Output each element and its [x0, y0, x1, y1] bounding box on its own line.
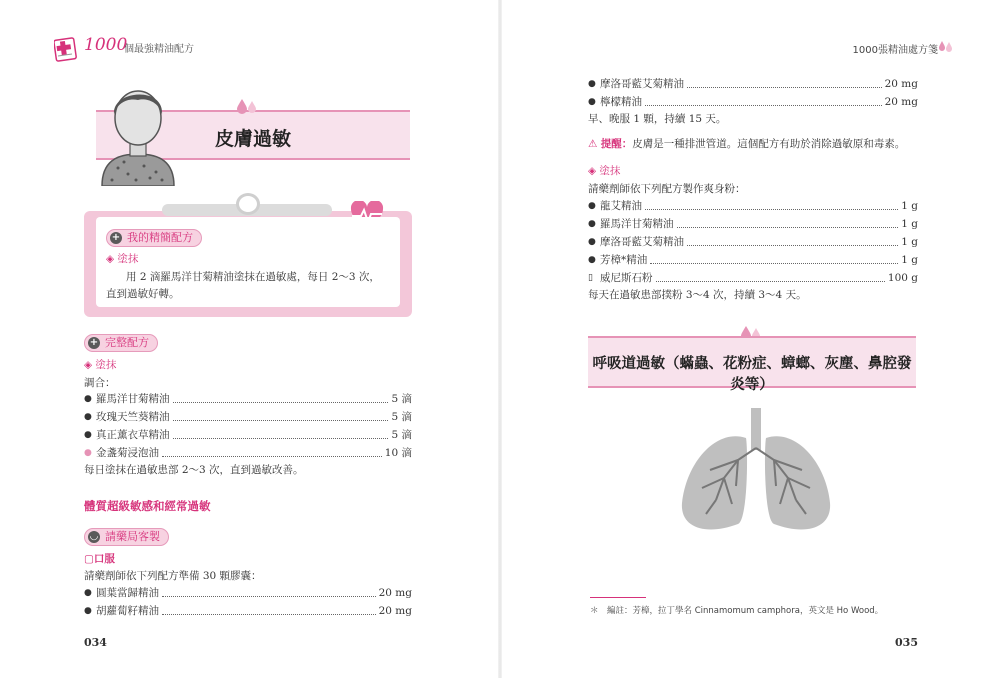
eye-oil-icon: ◈: [106, 253, 118, 265]
series-number: 1000: [84, 35, 128, 55]
drop-bullet-icon: ●: [84, 393, 92, 404]
leader-dots: [162, 606, 376, 615]
plus-icon: +: [89, 337, 99, 348]
drop-bullet-icon: ●: [84, 411, 92, 422]
drop-bullet-icon: ●: [588, 200, 596, 211]
page-title: 皮膚過敏: [214, 128, 291, 150]
oral-method-label: [84, 551, 115, 566]
reminder: [588, 136, 905, 151]
ingredient-row: [588, 252, 918, 267]
ingredient-name: 摩洛哥藍艾菊精油: [600, 236, 684, 248]
warning-icon: ⚠: [588, 138, 601, 150]
ingredient-name: 金盞菊浸泡油: [96, 447, 159, 459]
leader-dots: [173, 430, 389, 439]
ingredient-amount: 5 滴: [391, 411, 412, 423]
ingredient-row: [84, 603, 412, 618]
ingredient-name: 羅馬洋甘菊精油: [600, 218, 674, 230]
droplets-icon: [236, 98, 258, 114]
eye-oil-icon: ◈: [84, 359, 96, 371]
ingredient-name: 玫瑰天竺葵精油: [96, 411, 170, 423]
ingredient-name: 摩洛哥藍艾菊精油: [600, 78, 684, 90]
pharmacy-pill-label: 請藥局客製: [105, 530, 160, 543]
section-heading: 體質超級敏感和經常過敏: [84, 499, 211, 513]
ingredient-row: [84, 585, 412, 600]
ingredient-row: [84, 409, 412, 424]
plus-icon: +: [111, 232, 121, 243]
droplets-icon: [938, 40, 954, 52]
drop-bullet-icon: ●: [84, 429, 92, 440]
ingredient-name: 圓葉當歸精油: [96, 587, 159, 599]
my-recipe-pill-label: 我的精簡配方: [127, 231, 193, 244]
topical-usage: 每天在過敏患部撲粉 3～4 次，持續 3～4 天。: [588, 289, 807, 301]
ingredient-row: [588, 94, 918, 109]
leader-dots: [650, 255, 898, 264]
ingredient-amount: 1 g: [901, 217, 918, 230]
leader-dots: [162, 588, 376, 597]
running-title: 1000張精油處方箋: [852, 45, 938, 56]
drop-bullet-icon: ●: [588, 254, 596, 265]
full-method-label: [84, 357, 116, 372]
right-page: [500, 0, 1000, 678]
ingredient-amount: 20 mg: [884, 95, 918, 108]
ingredient-row: [84, 445, 412, 460]
footnote: ＊ 編註：芳樟，拉丁學名 Cinnamomum camphora，英文是 Ho Wood。: [590, 606, 884, 616]
medical-chart-icon: [54, 34, 80, 62]
full-recipe-intro: 調合：: [84, 377, 116, 389]
leader-dots: [656, 273, 885, 282]
ingredient-name: 羅馬洋甘菊精油: [96, 393, 170, 405]
reminder-text: 皮膚是一種排泄管道。這個配方有助於消除過敏原和毒素。: [632, 138, 906, 150]
ingredient-name: 真正薰衣草精油: [96, 429, 170, 441]
full-recipe-usage: 每日塗抹在過敏患部 2～3 次，直到過敏改善。: [84, 464, 304, 476]
ingredient-row: [588, 216, 918, 231]
leader-dots: [645, 201, 898, 210]
method-label: [106, 251, 138, 266]
ingredient-amount: 1 g: [901, 253, 918, 266]
leader-dots: [173, 412, 389, 421]
ingredient-row: [588, 198, 918, 213]
ingredient-amount: 10 滴: [384, 447, 412, 459]
drop-bullet-icon: ●: [588, 96, 596, 107]
leader-dots: [645, 97, 882, 106]
method-text: 塗抹: [599, 165, 621, 177]
bottle-bullet-icon: ▯: [588, 272, 593, 283]
drop-bullet-icon: ●: [84, 587, 92, 598]
ingredient-amount: 1 g: [901, 199, 918, 212]
ingredient-row: [84, 427, 412, 442]
footnote-rule: [590, 597, 646, 598]
pharmacy-intro: 請藥劑師依下列配方準備 30 顆膠囊：: [84, 570, 262, 582]
respiratory-title-banner: [588, 336, 916, 393]
full-recipe-pill-label: 完整配方: [105, 336, 149, 349]
drop-bullet-icon: ●: [588, 78, 596, 89]
pharmacy-pill: [84, 528, 169, 546]
topical-intro: 請藥劑師依下列配方製作爽身粉：: [588, 183, 746, 195]
ingredient-row: [588, 76, 918, 91]
ingredient-amount: 20 mg: [884, 77, 918, 90]
oral-usage: 早、晚服 1 顆，持續 15 天。: [588, 113, 727, 125]
my-recipe-line1: 用 2 滴羅馬洋甘菊精油塗抹在過敏處，每日 2～3 次，: [126, 271, 380, 283]
cup-icon: ▢: [84, 553, 94, 565]
ingredient-amount: 100 g: [887, 271, 918, 284]
ingredient-name: 檸檬精油: [600, 96, 642, 108]
method-text: 口服: [93, 553, 115, 565]
page-number: 034: [84, 636, 107, 649]
mortar-icon: ◡: [88, 531, 100, 543]
drop-bullet-icon: ●: [588, 218, 596, 229]
reminder-label: 提醒：: [600, 138, 633, 150]
pink-drop-bullet-icon: ●: [84, 447, 92, 458]
ingredient-amount: 20 mg: [378, 586, 412, 599]
skin-rash-person-illustration: [98, 76, 178, 186]
ingredient-amount: 20 mg: [378, 604, 412, 617]
leader-dots: [687, 237, 898, 246]
ingredient-amount: 5 滴: [391, 429, 412, 441]
book-title: 個最強精油配方: [124, 44, 194, 55]
topical-method-label: [588, 163, 620, 178]
respiratory-title: 呼吸道過敏（蟎蟲、花粉症、蟑螂、灰塵、鼻腔發炎等）: [592, 356, 912, 393]
ingredient-row: [588, 270, 918, 285]
leader-dots: [687, 79, 882, 88]
leader-dots: [173, 394, 389, 403]
ingredient-amount: 5 滴: [391, 393, 412, 405]
leader-dots: [162, 448, 382, 457]
ingredient-name: 芳樟*精油: [600, 254, 648, 266]
ingredient-amount: 1 g: [901, 235, 918, 248]
page-number: 035: [895, 636, 918, 649]
method-text: 塗抹: [117, 253, 139, 265]
eye-oil-icon: ◈: [588, 165, 600, 177]
ingredient-name: 龍艾精油: [600, 200, 642, 212]
ingredient-row: [588, 234, 918, 249]
my-recipe-line2: 直到過敏好轉。: [106, 288, 180, 300]
my-recipe-card: [96, 217, 400, 307]
leader-dots: [677, 219, 899, 228]
clipboard-ring: [236, 193, 260, 215]
lungs-illustration: [676, 408, 836, 538]
drop-bullet-icon: ●: [588, 236, 596, 247]
full-recipe-pill: [84, 334, 158, 352]
drop-bullet-icon: ●: [84, 605, 92, 616]
ingredient-row: [84, 391, 412, 406]
my-recipe-pill: [106, 229, 202, 247]
ingredient-name: 威尼斯石粉: [600, 272, 653, 284]
method-text: 塗抹: [95, 359, 117, 371]
ingredient-name: 胡蘿蔔籽精油: [96, 605, 159, 617]
